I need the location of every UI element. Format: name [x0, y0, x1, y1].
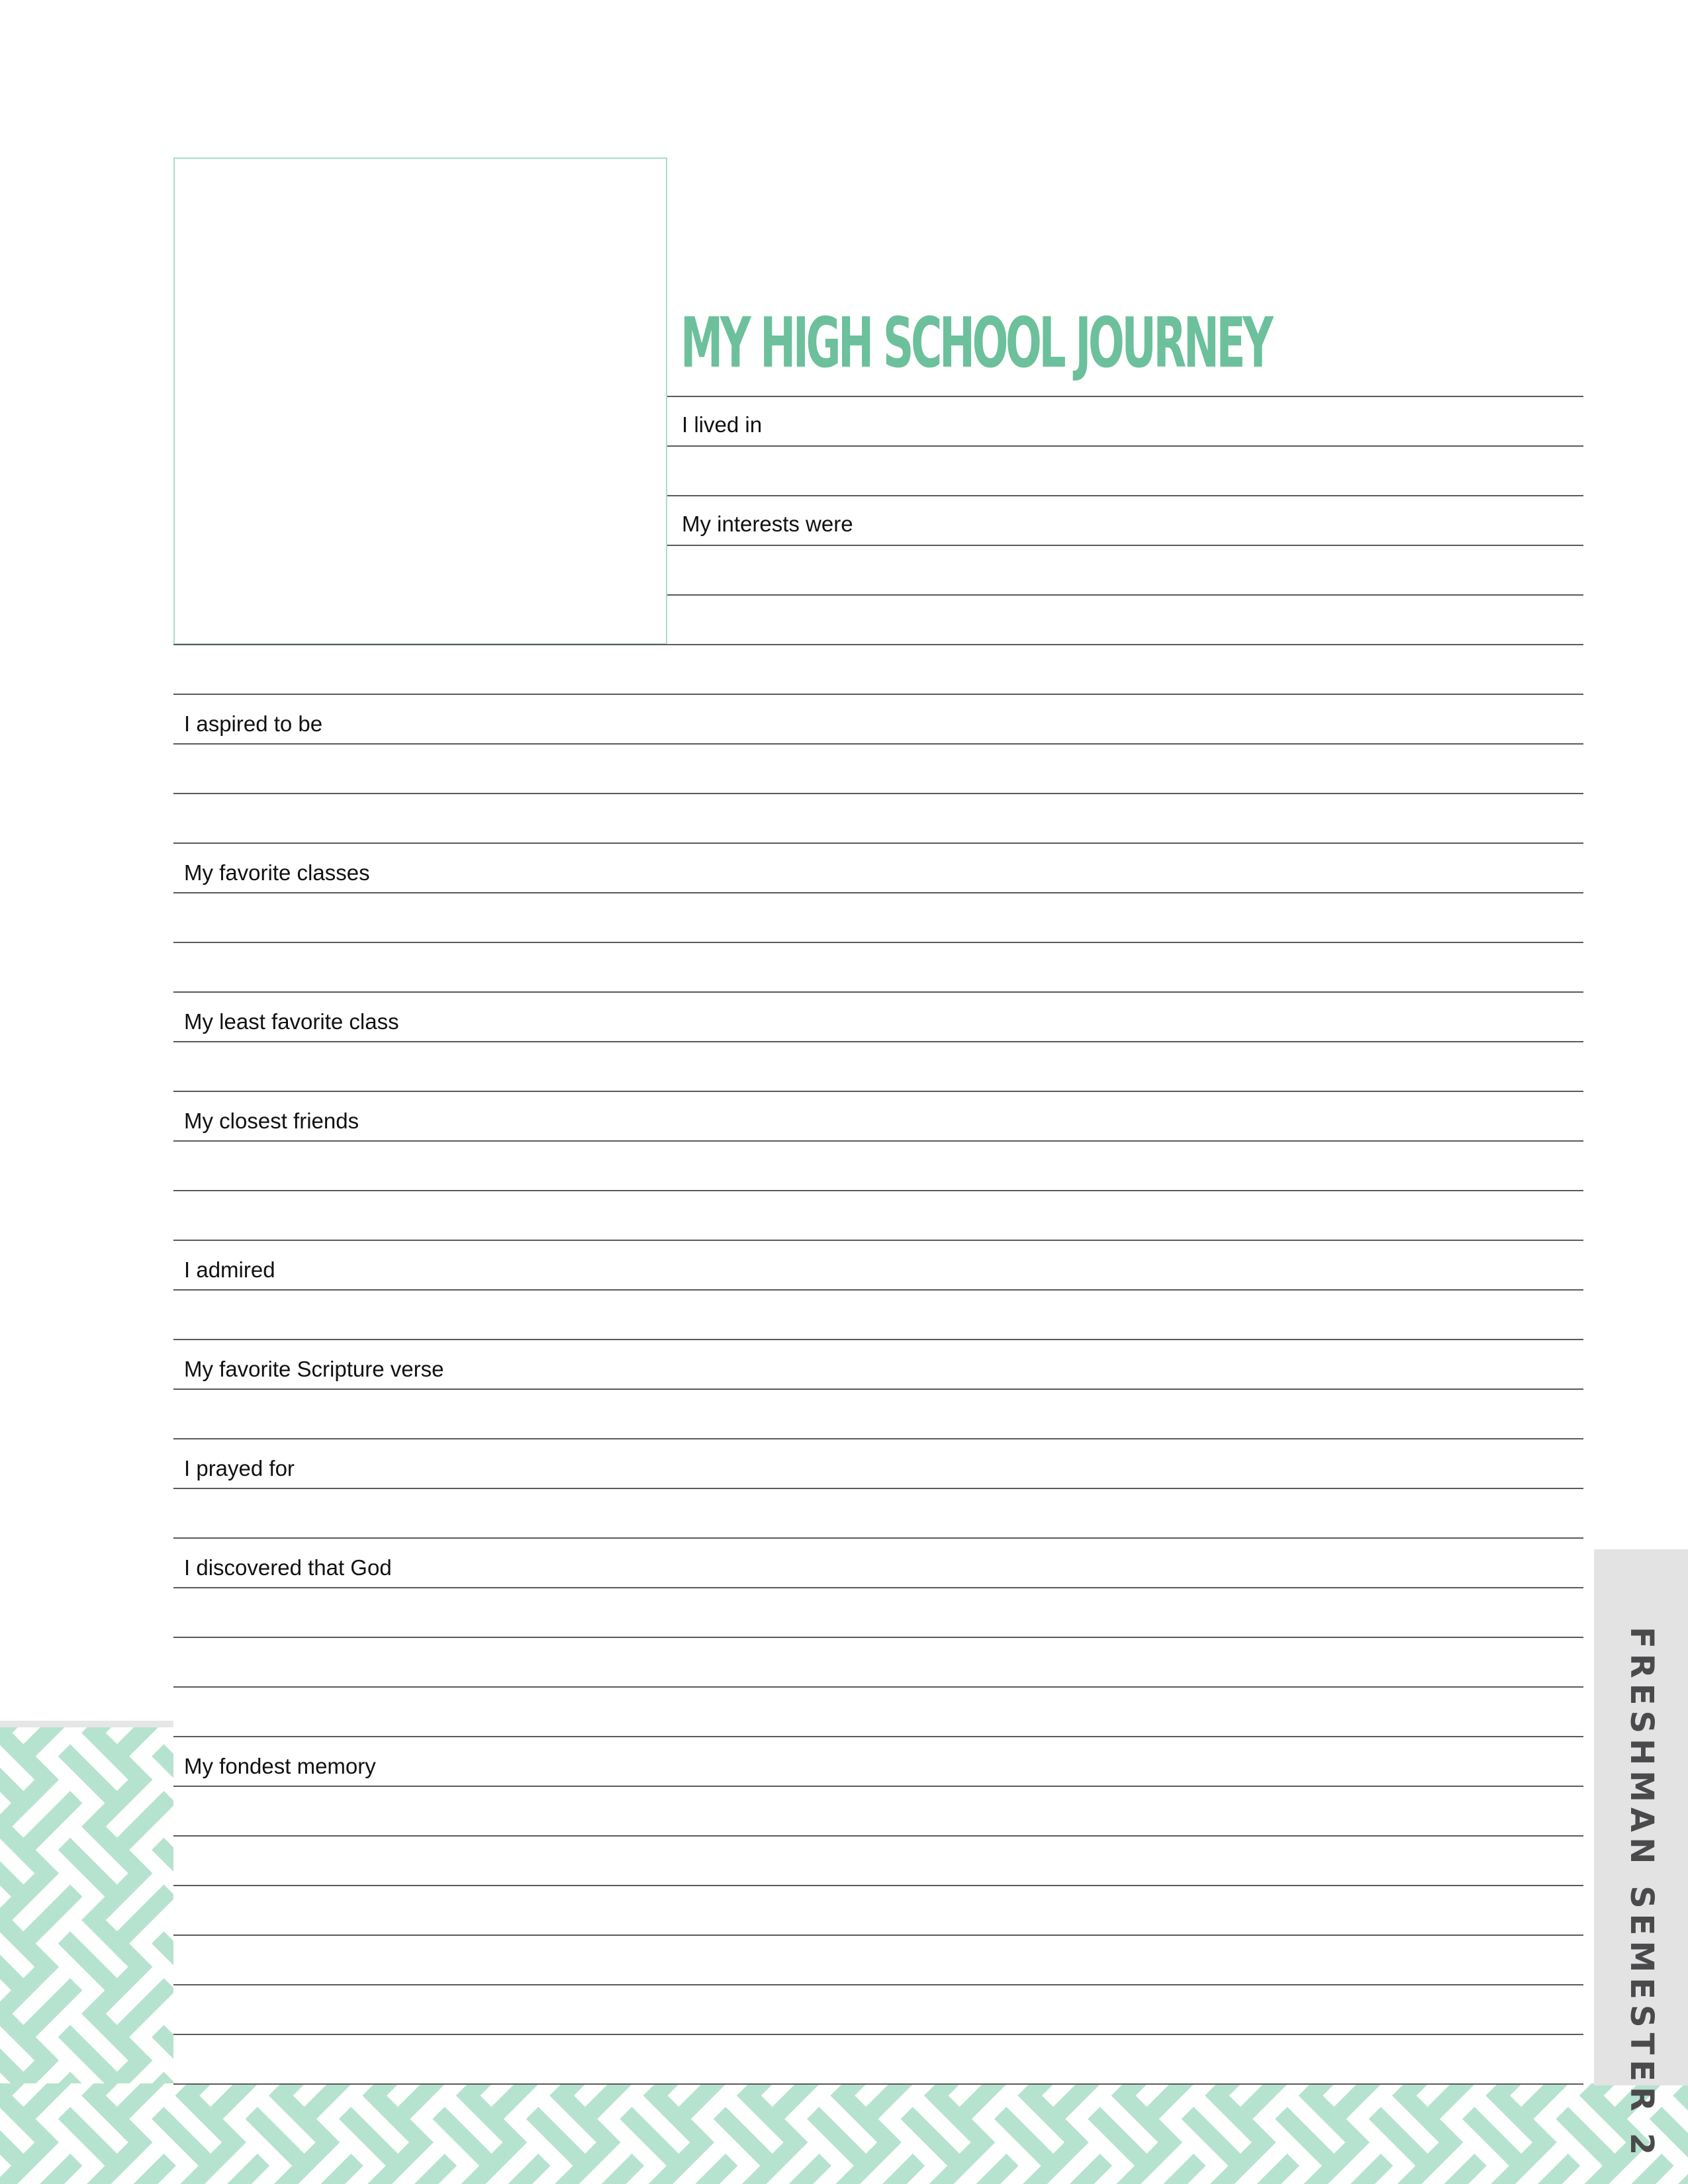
writing-line[interactable] [667, 445, 1583, 447]
writing-line[interactable] [173, 892, 1583, 893]
writing-line[interactable] [173, 1885, 1583, 1886]
prompt-scripture: My favorite Scripture verse [184, 1357, 444, 1381]
prompt-favorite-classes: My favorite classes [184, 860, 370, 885]
section-tab-label: FRESHMAN SEMESTER 2 [1623, 1627, 1660, 2161]
writing-line[interactable] [173, 644, 1583, 645]
writing-line[interactable] [173, 1984, 1583, 1985]
writing-line[interactable] [173, 1091, 1583, 1092]
writing-line[interactable] [173, 1835, 1583, 1837]
writing-line[interactable] [173, 991, 1583, 993]
writing-line[interactable] [173, 1190, 1583, 1191]
writing-line[interactable] [173, 842, 1583, 844]
writing-line[interactable] [667, 594, 1583, 596]
writing-line[interactable] [173, 1686, 1583, 1688]
writing-line[interactable] [173, 1041, 1583, 1042]
writing-line[interactable] [173, 1240, 1583, 1241]
writing-line[interactable] [667, 495, 1583, 496]
prompt-fondest-memory: My fondest memory [184, 1754, 376, 1778]
prompt-closest-friends: My closest friends [184, 1109, 359, 1133]
writing-line[interactable] [173, 1140, 1583, 1142]
writing-line[interactable] [173, 942, 1583, 943]
writing-line[interactable] [173, 1289, 1583, 1291]
writing-line[interactable] [173, 1537, 1583, 1539]
writing-line[interactable] [667, 396, 1583, 397]
writing-line[interactable] [173, 694, 1583, 695]
writing-line[interactable] [173, 2034, 1583, 2035]
diagonal-weave-pattern-bottom [0, 2083, 1688, 2184]
prompt-prayed: I prayed for [184, 1456, 295, 1480]
writing-line[interactable] [173, 743, 1583, 745]
writing-line[interactable] [173, 1488, 1583, 1489]
writing-line[interactable] [173, 1637, 1583, 1638]
prompt-least-favorite: My least favorite class [184, 1009, 399, 1034]
pattern-top-edge [0, 1721, 173, 1727]
writing-line[interactable] [667, 545, 1583, 546]
prompt-aspired: I aspired to be [184, 711, 323, 736]
writing-line[interactable] [173, 1736, 1583, 1737]
writing-line[interactable] [173, 2083, 1583, 2085]
writing-line[interactable] [173, 1438, 1583, 1439]
prompt-discovered: I discovered that God [184, 1555, 392, 1580]
photo-frame[interactable] [173, 158, 667, 645]
writing-line[interactable] [173, 793, 1583, 794]
writing-line[interactable] [173, 1786, 1583, 1787]
writing-line[interactable] [173, 1934, 1583, 1936]
writing-line[interactable] [173, 1339, 1583, 1340]
writing-line[interactable] [173, 1388, 1583, 1390]
prompt-lived-in: I lived in [682, 412, 763, 437]
writing-line[interactable] [173, 1587, 1583, 1588]
prompt-interests: My interests were [682, 512, 853, 536]
prompt-admired: I admired [184, 1257, 275, 1282]
page-title: MY HIGH SCHOOL JOURNEY [680, 302, 1271, 383]
